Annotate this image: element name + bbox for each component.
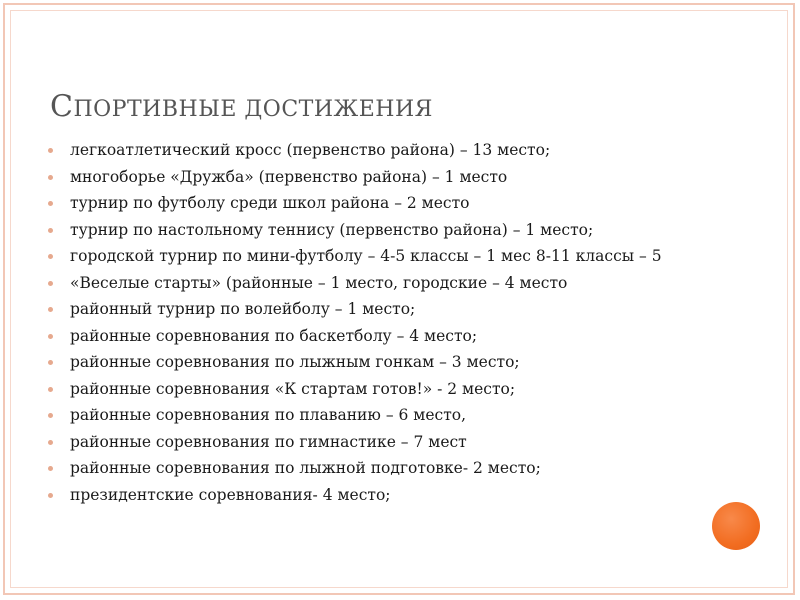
bullet-dot-icon <box>48 175 53 180</box>
orange-circle-decoration <box>712 502 760 550</box>
list-item-text: районные соревнования по баскетболу – 4 место; <box>70 326 478 345</box>
list-item-text: районные соревнования по лыжным гонкам – 3 место; <box>70 353 520 371</box>
list-item <box>48 434 688 451</box>
list-item <box>48 354 688 371</box>
achievements-list <box>48 142 688 513</box>
list-item-text: районные соревнования по гимнастике – 7 мест <box>70 432 467 451</box>
list-item <box>48 407 688 424</box>
list-item <box>48 222 688 239</box>
slide-title-rest: ПОРТИВНЫЕ ДОСТИЖЕНИЯ <box>73 97 433 122</box>
list-item <box>48 248 688 265</box>
bullet-dot-icon <box>48 307 53 312</box>
list-item-text: районные соревнования по плаванию – 6 место, <box>70 406 467 424</box>
list-item-text: районные соревнования «К стартам готов!» - 2 место; <box>70 379 516 398</box>
list-item <box>48 460 688 477</box>
list-item-text: районный турнир по волейболу – 1 место; <box>70 300 416 318</box>
bullet-dot-icon <box>48 360 53 365</box>
slide-title <box>50 86 433 124</box>
bullet-dot-icon <box>48 228 53 233</box>
bullet-dot-icon <box>48 254 53 259</box>
list-item-text: турнир по настольному теннису (первенство района) – 1 место; <box>70 220 594 239</box>
slide-title-initial: С <box>50 89 74 124</box>
bullet-dot-icon <box>48 413 53 418</box>
bullet-dot-icon <box>48 440 53 445</box>
list-item <box>48 169 688 186</box>
list-item <box>48 487 688 504</box>
bullet-dot-icon <box>48 466 53 471</box>
list-item <box>48 328 688 345</box>
list-item-text: многоборье «Дружба» (первенство района) – 1 место <box>70 167 508 186</box>
bullet-dot-icon <box>48 281 53 286</box>
list-item-text: районные соревнования по лыжной подготовке- 2 место; <box>70 459 541 477</box>
list-item <box>48 301 688 318</box>
bullet-dot-icon <box>48 148 53 153</box>
bullet-dot-icon <box>48 387 53 392</box>
bullet-dot-icon <box>48 201 53 206</box>
list-item <box>48 275 688 292</box>
list-item-text: городской турнир по мини-футболу – 4-5 классы – 1 мес 8-11 классы – 5 <box>70 247 662 265</box>
bullet-dot-icon <box>48 334 53 339</box>
list-item-text: легкоатлетический кросс (первенство района) – 13 место; <box>70 141 551 159</box>
list-item <box>48 142 688 159</box>
bullet-dot-icon <box>48 493 53 498</box>
list-item-text: турнир по футболу среди школ района – 2 место <box>70 194 470 212</box>
list-item-text: «Веселые старты» (районные – 1 место, городские – 4 место <box>70 273 568 292</box>
list-item-text: президентские соревнования- 4 место; <box>70 485 391 504</box>
list-item <box>48 381 688 398</box>
list-item <box>48 195 688 212</box>
